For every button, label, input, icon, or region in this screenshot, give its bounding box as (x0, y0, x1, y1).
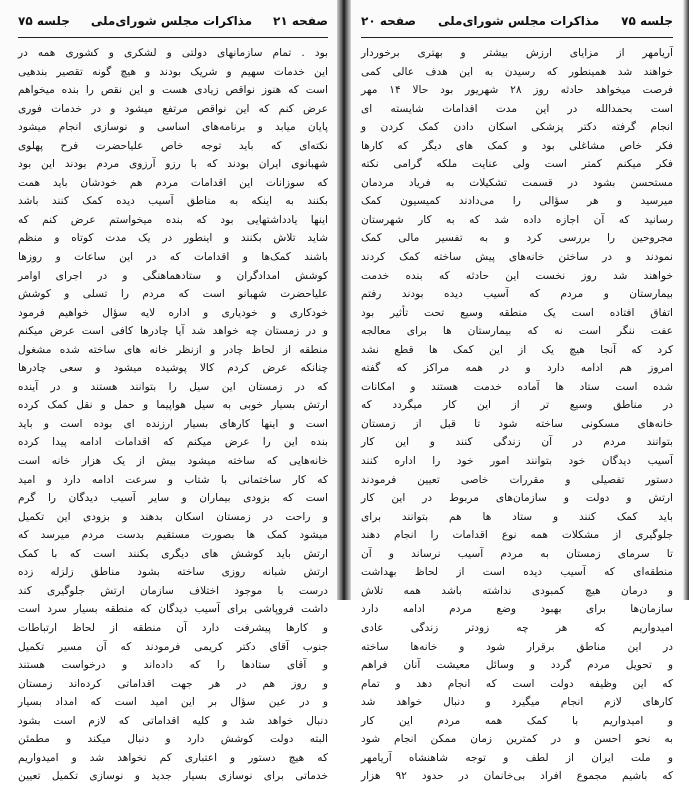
right-header-rule (361, 37, 673, 38)
text-line: بود . تمام سازمانهای دولتی و لشکری و کشوری همه در (18, 47, 328, 59)
text-line: شده است ستاد ها آماده خدمت هستند و امکانات (361, 380, 673, 393)
text-line: بنده این را عرض میکنم که اقدامات ادامه پیدا کرده (18, 436, 328, 449)
text-line: بیمارستان و مردم که آسیب دیده بودند رفتم (361, 288, 673, 301)
text-line: در مناطق وسیع تر از این کار میگردد که (361, 399, 673, 412)
left-page-title: مذاکرات مجلس شورای‌ملی (90, 14, 253, 28)
text-line: و راحت در زمستان اسکان بدهند و بزودی این تکمیل (18, 510, 328, 523)
text-line: فکر خاص مشاغلی بود و کمک های دیگر که کارها (361, 139, 673, 152)
text-line: علیاحضرت شهبانو است که مردم را تسلی و کوشش (18, 288, 328, 301)
text-line: امیدواریم که هر چه زودتر زندگی عادی (361, 621, 673, 634)
text-line: تا سرمای زمستان به مردم آسیب نرساند و آن (361, 547, 673, 560)
text-line: و درمان هیچ کمبودی نداشته باشد همه تلاش (361, 584, 673, 597)
text-line: است که بزودی بیماران و سایر آسیب دیدگان را گرم (18, 492, 328, 505)
right-page-header (361, 14, 673, 34)
left-page-session: جلسه ۷۵ (18, 14, 70, 28)
text-line: و تحویل مردم گردد و وسائل معیشت آنان فراهم (361, 659, 673, 672)
text-line: بتوانند مردم در آن زندگی کنند و این کار (361, 436, 673, 449)
text-line: آریامهر از مزایای ارزش بیشتر و بهتری برخوردار (361, 47, 673, 59)
text-line: کوشش امدادگران و ستادهماهنگی و در اجرای اوامر (18, 269, 328, 282)
text-line: عفت ننگر است نه که بیمارستان ها برای معالجه (361, 325, 673, 338)
text-line: و روز هم‌ در هر جهت اقداماتی کرده‌اند زمستان (18, 677, 328, 690)
left-page-header (18, 14, 328, 34)
text-line: باید کمک کنند و ستاد ها هم بتوانند برای (361, 510, 673, 523)
text-line: بکنند به اینکه به مناطق آسیب دیده کمک کنند باشد (18, 195, 328, 208)
text-line: که سوزانات این اقدامات مردم هم خودشان باید همت (18, 176, 328, 189)
text-line: جلوگیری از مشکلات همه نوع اقدامات را انجام دهند (361, 529, 673, 542)
text-line: دنبال خواهد شد و کلیه اقداماتی که لازم است بشود (18, 714, 328, 727)
text-line: شهبانوی ایران بودند که با رزو آرزوی مردم بودند این بود (18, 158, 328, 171)
text-line: است و اینها کارهای بسیار ارزنده ای بوده است و باید (18, 417, 328, 430)
text-line: شاید تلاش بکنند و اینطور در یک مدت کوتاه و منظم (18, 232, 328, 245)
text-line: درست با موجود اختلاف سازمان ارتش جلوگیری کند (18, 584, 328, 597)
text-line: سازمان‌ها برای بهبود وضع مردم ادامه دارد (361, 603, 673, 616)
text-line: ارتش باید کوشش های دیگری بکنند است که با کمک (18, 547, 328, 560)
text-line: آسیب دیدگان خود بتوانند امور خود را اداره کنند (361, 455, 673, 468)
book-gutter (337, 0, 351, 600)
text-line: ارتش بسیار خوبی به سیل هواپیما و حمل و نقل کمک کرده (18, 399, 328, 412)
text-line: البته دولت کوشش دارد و دنبال میکند و مطمئن (18, 733, 328, 746)
text-line: اتفاق افتاده است یک منطقه وسیع تحت تأثیر بود (361, 306, 673, 319)
text-line: داشت فروپاشی برای آسیب دیدگان که منطقه بسیار سرد است (18, 603, 328, 616)
text-line: که باشیم مجموع افراد بی‌خانمان در حدود ۹۲ هزار (361, 770, 674, 783)
text-line: و در زمستان چه خواهد شد آیا چادرها کافی است عرض میکنم (18, 325, 328, 338)
left-page-text-column (18, 44, 328, 783)
text-line: منطقه‌ای که آسیب دیده است از لحاظ بهداشت (361, 566, 673, 579)
text-line: خواهند شد روز نخست این حادثه که بنده خدمت (361, 269, 673, 282)
text-line: که کار ساختمانی با شتاب و سرعت ادامه دارد و امید (18, 473, 328, 486)
text-line: به نحو احسن و در کمترین زمان ممکن انجام شود (361, 733, 673, 746)
text-line: و در عین سؤال بر این امید است که امداد بسیار (18, 696, 328, 709)
left-page-number: صفحه ۲۱ (273, 14, 328, 28)
right-page-session: جلسه ۷۵ (621, 14, 673, 28)
text-line: که این وظیفه دولت است که انجام دهد و تمام (361, 677, 673, 690)
text-line: ارتش و دولت و سازمان‌های مربوط در این کار (361, 492, 673, 505)
text-line: و امیدواریم با کمک همه مردم این کار (361, 714, 673, 727)
text-line: مجروحین را بررسی کرد و به تفسیر مالی کمک (361, 232, 673, 245)
text-line: باشند کمک‌ها و اقدامات که در این ساعات و روزها (18, 251, 328, 264)
text-line: و ملت ایران از لطف و توجه شاهنشاه آریامهر (361, 751, 673, 764)
text-line: کارهای لازم انجام میگیرد و دنبال خواهد شد (361, 696, 673, 709)
text-line: میشود کمک ها بصورت مستقیم بدست مردم میرسد که (18, 529, 328, 542)
text-line: خانه‌هایی که ساخته میشود بیش از یک هزار خانه است (18, 455, 328, 468)
text-line: انجام گرفته دکتر پزشکی اسکان دادن کمک کردن و (361, 121, 673, 134)
text-line: فکر میکنم کمتر است ولی عنایت ملکه گرامی نکته (361, 158, 673, 171)
text-line: مستحسن بشود در قسمت تشکیلات به فریاد مردمان (361, 176, 673, 189)
right-page-number: صفحه ۲۰ (361, 14, 417, 28)
text-line: خانه‌های مسکونی ساخته شود تا قبل از زمستان (361, 417, 673, 430)
text-line: دستور تفصیلی و مقررات خاصی تعیین فرمودند (361, 473, 673, 486)
text-line: است که هنوز نواقص زیادی هست و این نقص را بنده میخواهم (18, 84, 328, 97)
text-line: امروز هم ادامه دارد و در همه مراکز که گفته (361, 362, 673, 375)
text-line: خدماتی برای نوسازی بسیار جدید و نوسازی تکمیل تعیین (18, 770, 328, 783)
text-line: عرض کنم که این نواقص مرتفع میشود و در خدمات فوری (18, 102, 328, 115)
text-line: منطقه از لحاظ چادر و ازنظر خانه های ساخته شده مشغول (18, 343, 328, 356)
text-line: ارتش شبانه روزی ساخته بشود مناطق زلزله زده (18, 566, 328, 579)
text-line: اینها یادداشتهایی بود که بنده میخواستم عرض کنم که (18, 213, 328, 226)
right-page-text-column (361, 44, 674, 783)
page-edge-shadow (683, 0, 689, 600)
text-line: که در زمستان این سیل را بتوانند هستند و در آینده (18, 380, 328, 393)
text-line: فرصت میخواهد حادثه روز ۲۸ شهریور بود حالا ۱۴ مهر (361, 84, 673, 97)
text-line: نمودند و در ساختن خانه‌های پیش ساخته کمک کردند (361, 251, 673, 264)
text-line: است بحمدالله در این مدت اقدامات شایسته ای (361, 102, 673, 115)
text-line: خواهند شد همینطور که رسیدن به این هدف عالی کمی (361, 65, 673, 78)
right-page (351, 0, 689, 783)
right-page-title: مذاکرات مجلس شورای‌ملی (437, 14, 600, 28)
text-line: پایان میابد و برنامه‌های اساسی و نوسازی انجام میشود (18, 121, 328, 134)
text-line: و کارها پیشرفت دارد آن منطقه از لحاظ ارتباطات (18, 621, 328, 634)
text-line: جنوب آقای دکتر کریمی فرمودند که آن مسیر تکمیل (18, 640, 328, 653)
left-page (0, 0, 337, 783)
text-line: نکته‌ای که باید توجه خاص علیاحضرت فرح پهلوی (18, 139, 328, 152)
text-line: و آقای ستادها را که داده‌اند و درخواست هستند (18, 659, 328, 672)
text-line: رسانید که آن اجازه داده شد که به کار شهرستان (361, 213, 673, 226)
text-line: میرسید و هر سؤالی را می‌دادند کمیسیون کمک (361, 195, 673, 208)
text-line: که هیچ دستور و اعتباری کم نخواهد شد و امیدواریم (18, 751, 328, 764)
text-line: خودکاری و خودیاری و اداره لایه سؤال خواهیم فرمود (18, 306, 328, 319)
text-line: این خدمات سهیم و شریک بودند و هیچ گونه تقصیر بندهیی (18, 65, 328, 78)
text-line: چنانکه عرض کردم کالا پوشیده میشود و سعی چادرها (18, 362, 328, 375)
text-line: کرد که آنجا هیچ یک از این کمک ها قطع نشد (361, 343, 673, 356)
left-header-rule (18, 37, 328, 38)
text-line: در این مناطق برقرار شود و خانه‌ها ساخته (361, 640, 673, 653)
